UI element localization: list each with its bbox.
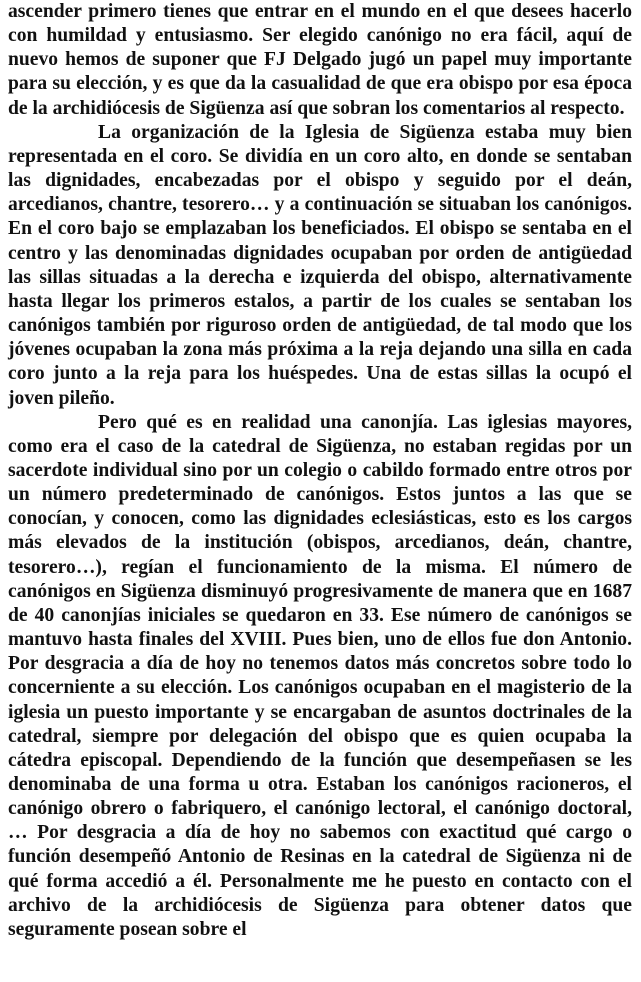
paragraph-choir-organization: La organización de la Iglesia de Sigüenza estaba muy bien representada en el coro. Se dividía en un coro alto, en donde se sentaban las dignidades, encabezadas por el obispo y seguido por el deán, arcedianos, chantre, tesorero… y a continuación se situaban los canónigos. En el coro bajo se emplazaban los beneficiados. El obispo se sentaba en el centro y las denominadas dignidades ocupaban por orden de antigüedad las sillas situadas a la derecha e izquierda del obispo, alternativamente hasta llegar los primeros estalos, a partir de los cuales se sentaban los canónigos también por riguroso orden de antigüedad, de tal modo que los jóvenes ocupaban la zona más próxima a la reja dejando una silla en cada coro junto a la reja para los huéspedes. Una de estas sillas la ocupó el joven pileño.: [8, 121, 632, 409]
paragraph-continued: ascender primero tienes que entrar en el mundo en el que desees hacerlo con humildad y entusiasmo. Ser elegido canónigo no era fácil, aquí de nuevo hemos de suponer que FJ Delgado jugó un papel muy importante para su elección, y es que da la casualidad de que era obispo por esa época de la archidiócesis de Sigüenza así que sobran los comentarios al respecto.: [8, 1, 632, 119]
document-page: [8, 0, 632, 942]
paragraph-canonjia: Pero qué es en realidad una canonjía. Las iglesias mayores, como era el caso de la catedral de Sigüenza, no estaban regidas por un sacerdote individual sino por un colegio o cabildo formado entre otros por un número predeterminado de canónigos. Estos juntos a las que se conocían, y conocen, como las dignidades eclesiásticas, esto es los cargos más elevados de la institución (obispos, arcedianos, deán, chantre, tesorero…), regían el funcionamiento de la misma. El número de canónigos en Sigüenza disminuyó progresivamente de manera que en 1687 de 40 canonjías iniciales se quedaron en 33. Ese número de canónigos se mantuvo hasta finales del XVIII. Pues bien, uno de ellos fue don Antonio. Por desgracia a día de hoy no tenemos datos más concretos sobre todo lo concerniente a su elección. Los canónigos ocupaban en el magisterio de la iglesia un puesto importante y se encargaban de asuntos doctrinales de la catedral, siempre por delegación del obispo que es quien ocupaba la cátedra episcopal. Dependiendo de la función que desempeñasen se les denominaba de una forma u otra. Estaban los canónigos racioneros, el canónigo obrero o fabriquero, el canónigo lectoral, el canónigo doctoral, … Por desgracia a día de hoy no sabemos con exactitud qué cargo o función desempeñó Antonio de Resinas en la catedral de Sigüenza ni de qué forma accedió a él. Personalmente me he puesto en contacto con el archivo de la archidiócesis de Sigüenza para obtener datos que seguramente posean sobre el: [8, 411, 632, 940]
